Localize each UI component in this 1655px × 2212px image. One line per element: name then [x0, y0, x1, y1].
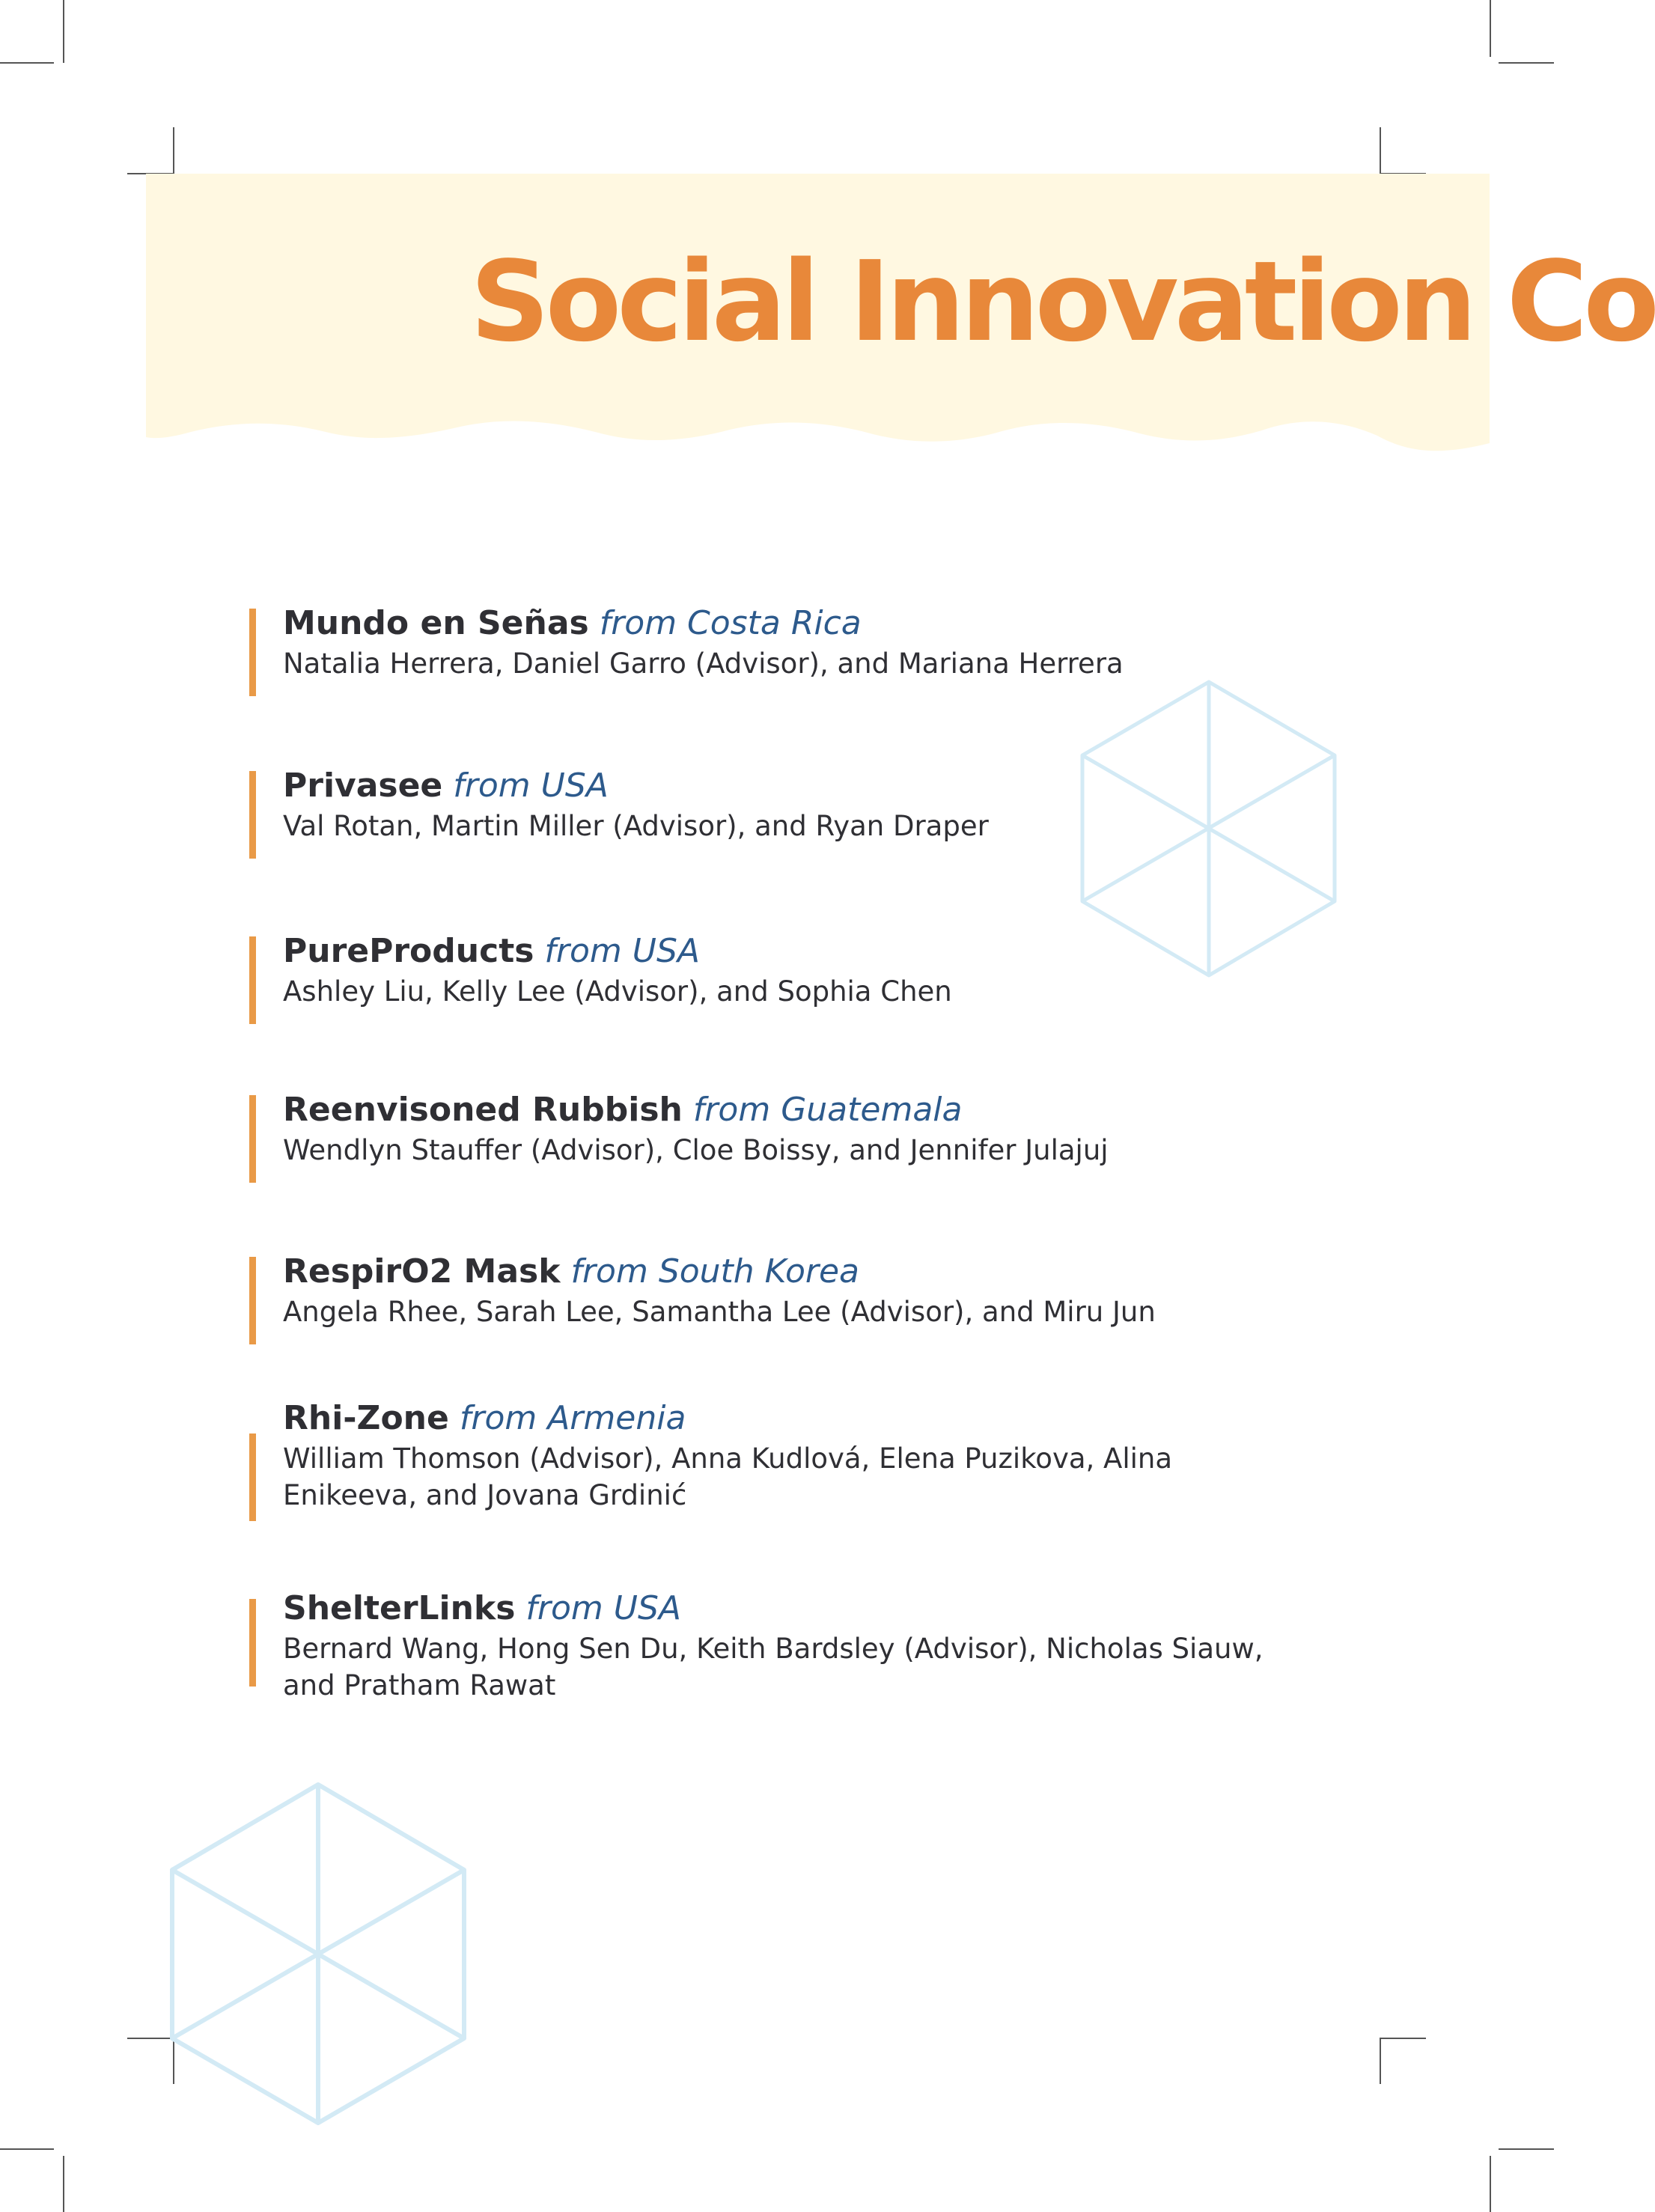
crop-mark-icon [1490, 0, 1491, 57]
team-members: Angela Rhee, Sarah Lee, Samantha Lee (Advisor), and Miru Jun [283, 1296, 1156, 1328]
accent-bar [249, 1599, 256, 1687]
crop-mark-icon [173, 127, 174, 174]
team-name: Rhi-Zone [283, 1399, 449, 1437]
entry-heading [283, 603, 862, 645]
entry-heading [283, 1089, 962, 1131]
team-origin: from USA [525, 1589, 681, 1627]
accent-bar [249, 1257, 256, 1344]
crop-mark-icon [1380, 2038, 1381, 2084]
team-name: Mundo en Señas [283, 604, 589, 642]
team-origin: from Guatemala [692, 1091, 963, 1129]
crop-mark-icon [1380, 127, 1381, 174]
crop-mark-icon [63, 0, 64, 63]
team-members: Ashley Liu, Kelly Lee (Advisor), and Sophia Chen [283, 975, 952, 1008]
page-title: Social Innovation Co [470, 237, 1655, 366]
entry-heading [283, 1251, 859, 1293]
crop-mark-icon [0, 2148, 54, 2150]
team-members: Bernard Wang, Hong Sen Du, Keith Bardsley (Advisor), Nicholas Siauw, and Pratham Rawat [283, 1633, 1264, 1701]
crop-mark-icon [63, 2156, 64, 2212]
crop-mark-icon [1380, 2038, 1426, 2039]
team-members: Val Rotan, Martin Miller (Advisor), and Ryan Draper [283, 810, 989, 842]
crop-mark-icon [0, 62, 54, 64]
team-name: Privasee [283, 767, 443, 805]
team-name: ShelterLinks [283, 1589, 516, 1627]
team-origin: from Armenia [459, 1399, 686, 1437]
team-origin: from USA [453, 767, 609, 805]
hexagon-icon [166, 1780, 469, 2128]
team-members: William Thomson (Advisor), Anna Kudlová, Elena Puzikova, Alina Enikeeva, and Jovana Grdinić [283, 1442, 1173, 1511]
accent-bar [249, 771, 256, 859]
accent-bar [249, 1095, 256, 1183]
team-origin: from Costa Rica [599, 604, 862, 642]
team-members: Wendlyn Stauffer (Advisor), Cloe Boissy, and Jennifer Julajuj [283, 1134, 1109, 1166]
entry-heading [283, 1588, 681, 1630]
crop-mark-icon [1499, 62, 1554, 64]
accent-bar [249, 936, 256, 1024]
accent-bar [249, 609, 256, 696]
team-origin: from South Korea [570, 1252, 860, 1291]
crop-mark-icon [1499, 2148, 1554, 2150]
team-members: Natalia Herrera, Daniel Garro (Advisor), and Mariana Herrera [283, 648, 1124, 680]
entry-heading [283, 765, 609, 807]
crop-mark-icon [1490, 2156, 1491, 2212]
team-name: Reenvisoned Rubbish [283, 1091, 683, 1129]
team-name: RespirO2 Mask [283, 1252, 561, 1291]
team-origin: from USA [544, 932, 701, 970]
entry-heading [283, 930, 700, 972]
team-name: PureProducts [283, 932, 534, 970]
entry-heading [283, 1398, 686, 1439]
accent-bar [249, 1433, 256, 1521]
